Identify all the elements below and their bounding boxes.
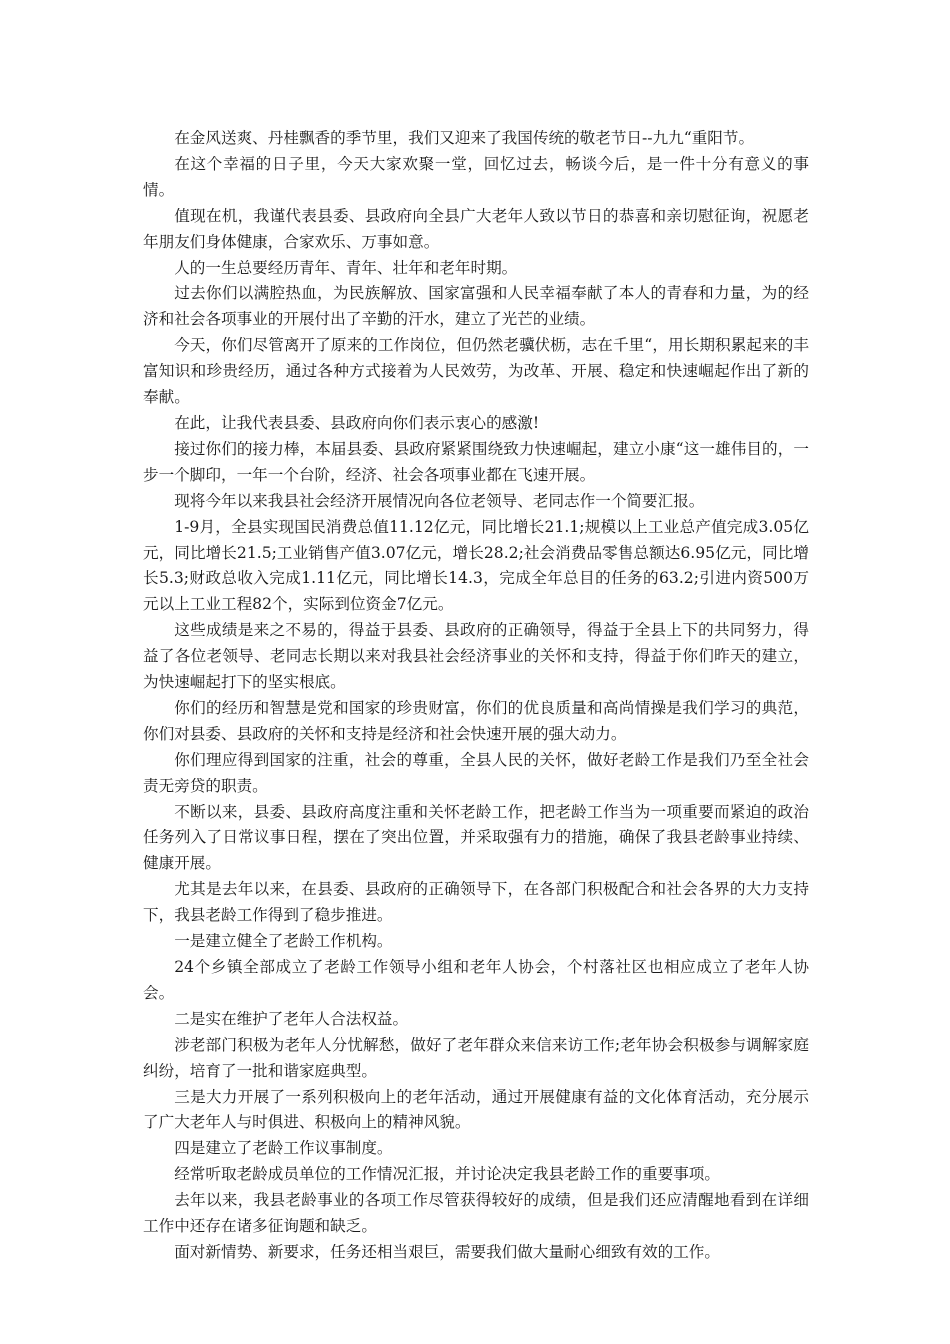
paragraph-15: 尤其是去年以来，在县委、县政府的正确领导下，在各部门积极配合和社会各界的大力支持下，我县老龄工作得到了稳步推进。 [143, 880, 809, 925]
paragraph-4: 人的一生总要经历青年、青年、壮年和老年时期。 [174, 258, 518, 277]
paragraph-5: 过去你们以满腔热血，为民族解放、国家富强和人民幸福奉献了本人的青春和力量，为的经济和社会各项事业的开展付出了辛勤的汗水，建立了光芒的业绩。 [143, 284, 809, 329]
paragraph-17: 24个乡镇全部成立了老龄工作领导小组和老年人协会，个村落社区也相应成立了老年人协会。 [143, 958, 809, 1002]
paragraph-23: 去年以来，我县老龄事业的各项工作尽管获得较好的成绩，但是我们还应清醒地看到在详细工作中还存在诸多征询题和缺乏。 [143, 1191, 809, 1236]
paragraph-22: 经常听取老龄成员单位的工作情况汇报，并讨论决定我县老龄工作的重要事项。 [174, 1165, 720, 1184]
document-body [143, 126, 809, 1266]
paragraph-8: 接过你们的接力棒，本届县委、县政府紧紧围绕致力快速崛起，建立小康“这一雄伟目的，一步一个脚印，一年一个台阶，经济、社会各项事业都在飞速开展。 [143, 439, 809, 484]
paragraph-7: 在此，让我代表县委、县政府向你们表示衷心的感激! [174, 413, 540, 432]
paragraph-1: 在金风送爽、丹桂飘香的季节里，我们又迎来了我国传统的敬老节日--九九“重阳节。 [174, 129, 755, 147]
paragraph-6: 今天，你们尽管离开了原来的工作岗位，但仍然老骥伏枥，志在千里“，用长期积累起来的丰富知识和珍贵经历，通过各种方式接着为人民效劳，为改革、开展、稳定和快速崛起作出了新的奉献。 [143, 336, 809, 407]
paragraph-11: 这些成绩是来之不易的，得益于县委、县政府的正确领导，得益于全县上下的共同努力，得益了各位老领导、老同志长期以来对我县社会经济事业的关怀和支持，得益于你们昨天的建立，为快速崛起打下的坚实根底。 [143, 621, 809, 692]
paragraph-9: 现将今年以来我县社会经济开展情况向各位老领导、老同志作一个简要汇报。 [174, 491, 705, 510]
paragraph-12: 你们的经历和智慧是党和国家的珍贵财富，你们的优良质量和高尚情操是我们学习的典范，你们对县委、县政府的关怀和支持是经济和社会快速开展的强大动力。 [143, 698, 809, 743]
paragraph-3: 值现在机，我谨代表县委、县政府向全县广大老年人致以节日的恭喜和亲切慰征询，祝愿老年朋友们身体健康，合家欢乐、万事如意。 [143, 206, 809, 251]
paragraph-10: 1-9月，全县实现国民消费总值11.12亿元，同比增长21.1;规模以上工业总产值完成3.05亿元，同比增长21.5;工业销售产值3.07亿元，增长28.2;社会消费品零售总额达6.95亿元，同比增长5.3;财政总收入完成1.11亿元，同比增长14.3，完成全年总目的任务的63.2;引进内资500万元以上工业工程82个，实际到位资金7亿元。 [143, 517, 809, 614]
paragraph-16: 一是建立健全了老龄工作机构。 [174, 932, 393, 951]
paragraph-14: 不断以来，县委、县政府高度注重和关怀老龄工作，把老龄工作当为一项重要而紧迫的政治任务列入了日常议事日程，摆在了突出位置，并采取强有力的措施，确保了我县老龄事业持续、健康开展。 [143, 802, 809, 873]
paragraph-24: 面对新情势、新要求，任务还相当艰巨，需要我们做大量耐心细致有效的工作。 [174, 1242, 720, 1261]
paragraph-20: 三是大力开展了一系列积极向上的老年活动，通过开展健康有益的文化体育活动，充分展示了广大老年人与时俱进、积极向上的精神风貌。 [143, 1087, 809, 1132]
paragraph-18: 二是实在维护了老年人合法权益。 [174, 1009, 409, 1028]
paragraph-21: 四是建立了老龄工作议事制度。 [174, 1139, 393, 1158]
paragraph-2: 在这个幸福的日子里，今天大家欢聚一堂，回忆过去，畅谈今后，是一件十分有意义的事情。 [143, 154, 809, 199]
paragraph-19: 涉老部门积极为老年人分忧解愁，做好了老年群众来信来访工作;老年协会积极参与调解家庭纠纷，培育了一批和谐家庭典型。 [143, 1035, 809, 1080]
paragraph-13: 你们理应得到国家的注重，社会的尊重，全县人民的关怀，做好老龄工作是我们乃至全社会责无旁贷的职责。 [143, 750, 809, 795]
